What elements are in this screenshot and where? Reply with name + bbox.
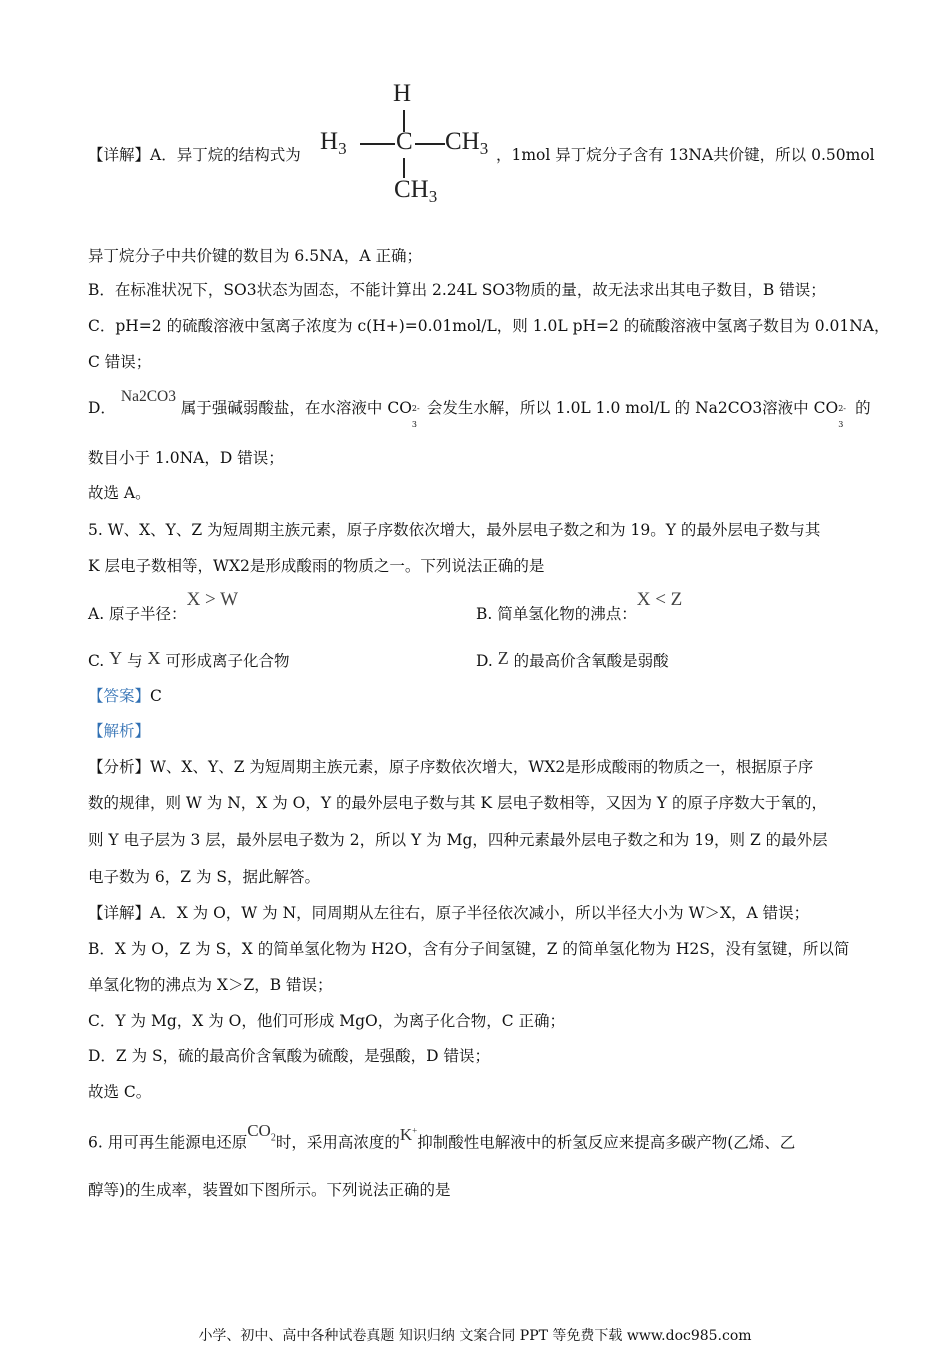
answer-tag: 【答案】: [88, 687, 151, 705]
q5-option-a: A. 原子半径：X > W: [88, 589, 239, 623]
struct-left-ch3: $H_3$: [320, 128, 347, 158]
q5-stem-1: 5. W、X、Y、Z 为短周期主族元素，原子序数依次增大，最外层电子数之和为 19。Y 的最外层电子数与其: [88, 521, 821, 539]
co2-formula: $CO_2$: [247, 1120, 276, 1144]
struct-bond-bottom: [403, 158, 405, 178]
struct-bond-left: [360, 143, 395, 145]
detail-c-1: C．pH=2 的硫酸溶液中氢离子浓度为 c(H+)=0.01mol/L，则 1.0L pH=2 的硫酸溶液中氢离子数目为 0.01NA，: [88, 317, 890, 335]
detail-a-cont: 异丁烷分子中共价键的数目为 6.5NA，A 正确；: [88, 247, 422, 265]
analysis-tag: 【解析】: [88, 722, 151, 740]
struct-bond-right: [415, 143, 445, 145]
q5-option-c: C. Y 与 X 可形成离子化合物: [88, 648, 290, 670]
choose-a: 故选 A。: [88, 484, 151, 502]
struct-top-h: H: [393, 80, 412, 107]
q5-answer: [88, 686, 162, 706]
q5-detail-2: B．X 为 O，Z 为 S，X 的简单氢化物为 H2O，含有分子间氢键，Z 的简单氢化物为 H2S，没有氢键，所以简: [88, 940, 850, 958]
q5-detail-4: C．Y 为 Mg，X 为 O，他们可形成 MgO，为离子化合物，C 正确；: [88, 1012, 566, 1030]
detail-b: B．在标准状况下，SO3状态为固态，不能计算出 2.24L SO3物质的量，故无法求出其电子数目，B 错误；: [88, 281, 826, 299]
q5-analysis-3: 则 Y 电子层为 3 层，最外层电子数为 2，所以 Y 为 Mg，四种元素最外层电子数之和为 19，则 Z 的最外层: [88, 831, 828, 849]
q6-stem-1: 6. 用可再生能源电还原$CO_2$时，采用高浓度的K+抑制酸性电解液中的析氢反应来提高多碳产物(乙烯、乙: [88, 1120, 796, 1152]
q5-detail-1: 【详解】A．X 为 O，W 为 N，同周期从左往右，原子半径依次减小，所以半径大小为 W＞X，A 错误；: [88, 904, 810, 922]
struct-bottom-ch3: $CH_3$: [394, 176, 438, 206]
q6-stem-2: 醇等)的生成率，装置如下图所示。下列说法正确的是: [88, 1181, 451, 1199]
co3-charge-2: 2-: [838, 404, 846, 413]
detail-a-prefix: 【详解】A．异丁烷的结构式为: [88, 146, 301, 164]
detail-c-2: C 错误；: [88, 353, 152, 371]
detail-d-2: 数目小于 1.0NA，D 错误；: [88, 449, 284, 467]
detail-a-suffix: ，1mol 异丁烷分子含有 13NA共价键，所以 0.50mol: [496, 146, 875, 164]
page-footer: 小学、初中、高中各种试卷真题 知识归纳 文案合同 PPT 等免费下载 www.doc985.com: [198, 1328, 752, 1344]
q5-detail-3: 单氢化物的沸点为 X＞Z，B 错误；: [88, 976, 333, 994]
na2co3-formula: Na2CO3: [120, 388, 176, 405]
detail-d-label: D．: [88, 399, 116, 417]
q5-option-d: D. Z 的最高价含氧酸是弱酸: [476, 648, 669, 670]
detail-d-text3: 的: [855, 399, 871, 417]
q5-detail-5: D．Z 为 S，硫的最高价含氧酸为硫酸，是强酸，D 错误；: [88, 1047, 491, 1065]
struct-center-c: C: [396, 128, 413, 155]
q5-choose: 故选 C。: [88, 1083, 152, 1101]
q5-stem-2: K 层电子数相等，WX2是形成酸雨的物质之一。下列说法正确的是: [88, 557, 545, 575]
q5-option-b-math: X < Z: [636, 589, 683, 610]
q5-option-b: B. 简单氢化物的沸点：X < Z: [476, 589, 683, 623]
answer-value: C: [150, 687, 162, 705]
struct-right-ch3: $CH_3$: [445, 128, 489, 158]
q5-analysis-4: 电子数为 6，Z 为 S，据此解答。: [88, 868, 321, 886]
q5-analysis-2: 数的规律，则 W 为 N，X 为 O，Y 的最外层电子数与其 K 层电子数相等，又因为 Y 的原子序数大于氧的，: [88, 794, 828, 812]
co3-sub-2: 3: [838, 420, 844, 429]
k-ion-formula: K+: [399, 1124, 418, 1144]
detail-d: [88, 388, 871, 429]
co3-charge-1: 2-: [411, 404, 420, 413]
detail-d-text1: 属于强碱弱酸盐，在水溶液中 CO: [180, 399, 412, 417]
co3-sub-1: 3: [411, 420, 418, 429]
q5-analysis-1: 【分析】W、X、Y、Z 为短周期主族元素，原子序数依次增大，WX2是形成酸雨的物质之一，根据原子序: [88, 758, 814, 776]
detail-d-text2: 会发生水解，所以 1.0L 1.0 mol/L 的 Na2CO3溶液中 CO: [426, 399, 839, 417]
q5-option-a-math: X > W: [186, 589, 239, 610]
